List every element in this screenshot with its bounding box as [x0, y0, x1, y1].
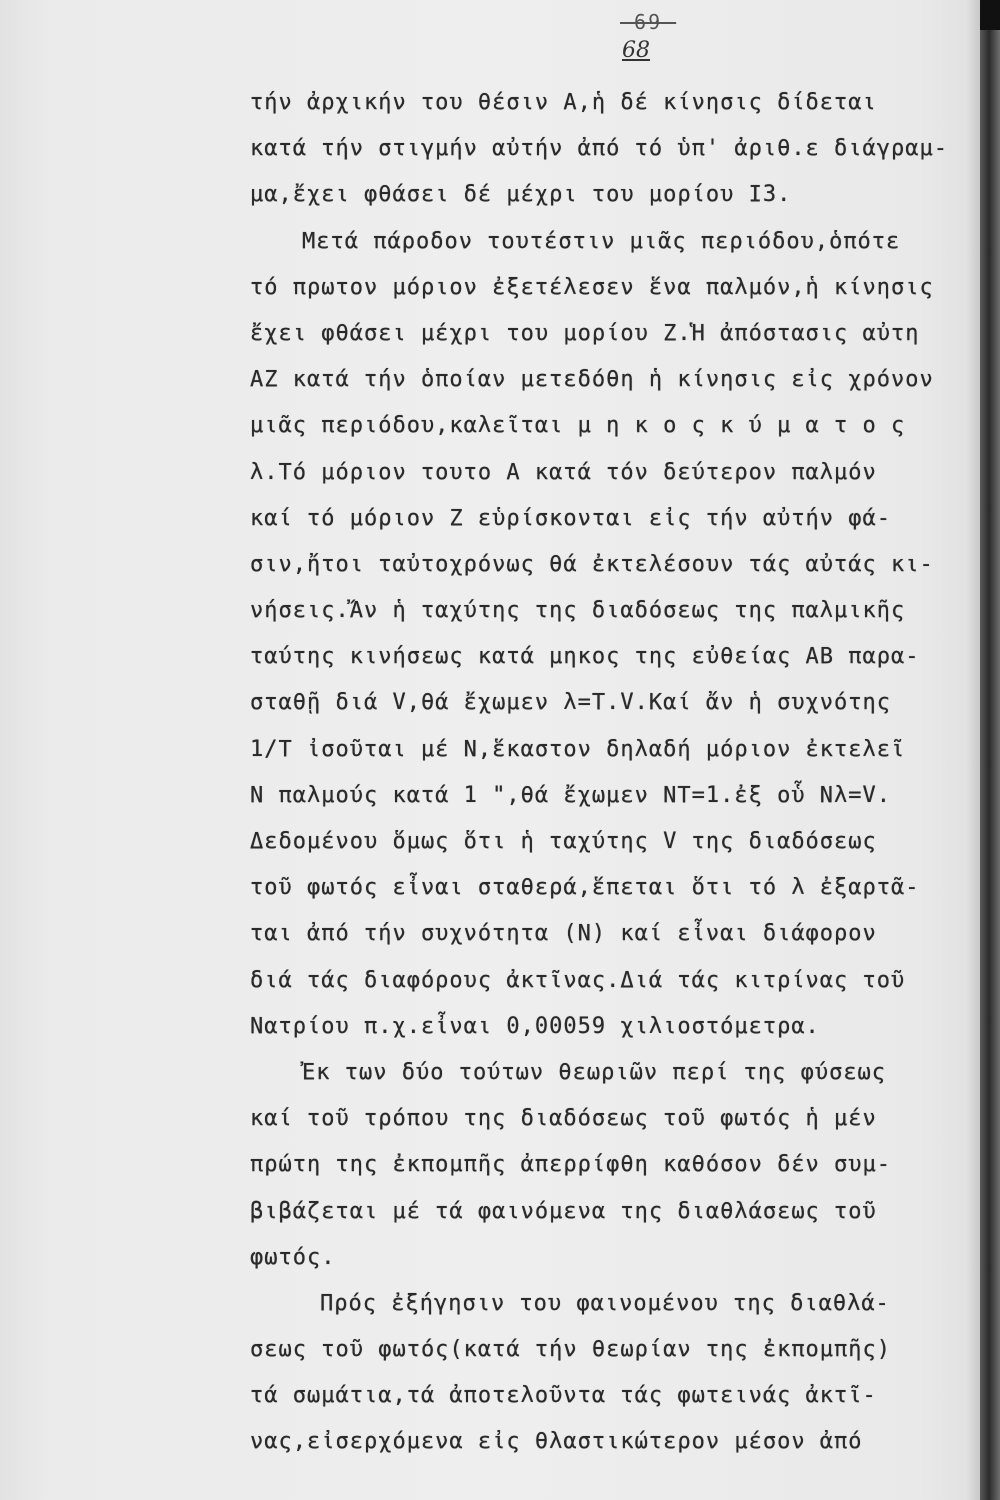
- text-line: πρώτη της ἐκπομπῆς ἀπερρίφθη καθόσον δέν συμ-: [250, 1152, 892, 1178]
- text-line: τοῦ φωτός εἶναι σταθερά,ἕπεται ὅτι τό λ ἐξαρτᾶ-: [250, 875, 920, 901]
- text-line: Πρός ἐξήγησιν του φαινομένου της διαθλά-: [320, 1290, 890, 1316]
- text-line: ΑΖ κατά τήν ὁποίαν μετεδόθη ἡ κίνησις εἰς χρόνον: [250, 367, 934, 393]
- text-line: μιᾶς περιόδου,καλεῖται μ η κ ο ς κ ύ μ α τ ο ς: [250, 413, 906, 439]
- text-line: νας,εἰσερχόμενα εἰς θλαστικώτερον μέσον ἀπό: [250, 1429, 863, 1455]
- text-line: τά σωμάτια,τά ἀποτελοῦντα τάς φωτεινάς ἀκτῖ-: [250, 1383, 877, 1409]
- text-line: μα,ἔχει φθάσει δέ μέχρι του μορίου Ι3.: [250, 182, 792, 208]
- text-line: σιν,ἤτοι ταὐτοχρόνως θά ἐκτελέσουν τάς αὐτάς κι-: [250, 551, 934, 577]
- text-line: καί τό μόριον Ζ εὑρίσκονται εἰς τήν αὐτήν φά-: [250, 505, 892, 531]
- corner-mark: [980, 0, 1000, 30]
- text-line: σεως τοῦ φωτός(κατά τήν θεωρίαν της ἐκπομπῆς): [250, 1337, 892, 1363]
- text-line: καί τοῦ τρόπου της διαδόσεως τοῦ φωτός ἡ μέν: [250, 1106, 877, 1132]
- page-number: [620, 10, 677, 63]
- text-line: Δεδομένου ὅμως ὅτι ἡ ταχύτης V της διαδόσεως: [250, 829, 877, 854]
- text-line: ἔχει φθάσει μέχρι του μορίου Ζ.Ἡ ἀπόστασις αὐτη: [250, 320, 920, 346]
- page-number-struck: -69-: [620, 10, 677, 34]
- text-line: νήσεις.Ἄν ἡ ταχύτης της διαδόσεως της παλμικῆς: [250, 598, 906, 624]
- text-line: Ν παλμούς κατά 1 ",θά ἔχωμεν ΝΤ=1.ἐξ οὗ Νλ=V.: [250, 782, 892, 808]
- text-line: βιβάζεται μέ τά φαινόμενα της διαθλάσεως τοῦ: [250, 1198, 877, 1224]
- text-line: φωτός.: [250, 1244, 336, 1270]
- text-line: λ.Τό μόριον τουτο Α κατά τόν δεύτερον παλμόν: [250, 459, 877, 485]
- text-line: σταθῇ διά V,θά ἔχωμεν λ=Τ.V.Καί ἄν ἡ συχνότης: [250, 690, 892, 716]
- text-line: τήν ἀρχικήν του θέσιν Α,ἡ δέ κίνησις δίδεται: [250, 90, 877, 115]
- binding-shadow: [966, 0, 980, 1500]
- text-line: Νατρίου π.χ.εἶναι 0,00059 χιλιοστόμετρα.: [250, 1013, 820, 1039]
- text-line: Ἐκ των δύο τούτων θεωριῶν περί της φύσεως: [302, 1059, 887, 1085]
- text-line: ται ἀπό τήν συχνότητα (Ν) καί εἶναι διάφορον: [250, 921, 877, 947]
- page-edge: [980, 0, 1000, 1500]
- text-line: 1/Τ ἰσοῦται μέ Ν,ἕκαστον δηλαδή μόριον ἐκτελεῖ: [250, 736, 906, 762]
- page-number-handwritten: 68: [622, 38, 650, 63]
- text-line: διά τάς διαφόρους ἀκτῖνας.Διά τάς κιτρίνας τοῦ: [250, 967, 906, 993]
- text-line: κατά τήν στιγμήν αὐτήν ἀπό τό ὑπ' ἀριθ.ε διάγραμ-: [250, 136, 949, 162]
- text-line: Μετά πάροδον τουτέστιν μιᾶς περιόδου,ὁπότε: [302, 228, 901, 254]
- typed-text-body: [250, 80, 949, 1466]
- text-line: ταύτης κινήσεως κατά μηκος της εὐθείας ΑΒ παρα-: [250, 644, 920, 670]
- text-line: τό πρωτον μόριον ἐξετέλεσεν ἕνα παλμόν,ἡ κίνησις: [250, 274, 934, 300]
